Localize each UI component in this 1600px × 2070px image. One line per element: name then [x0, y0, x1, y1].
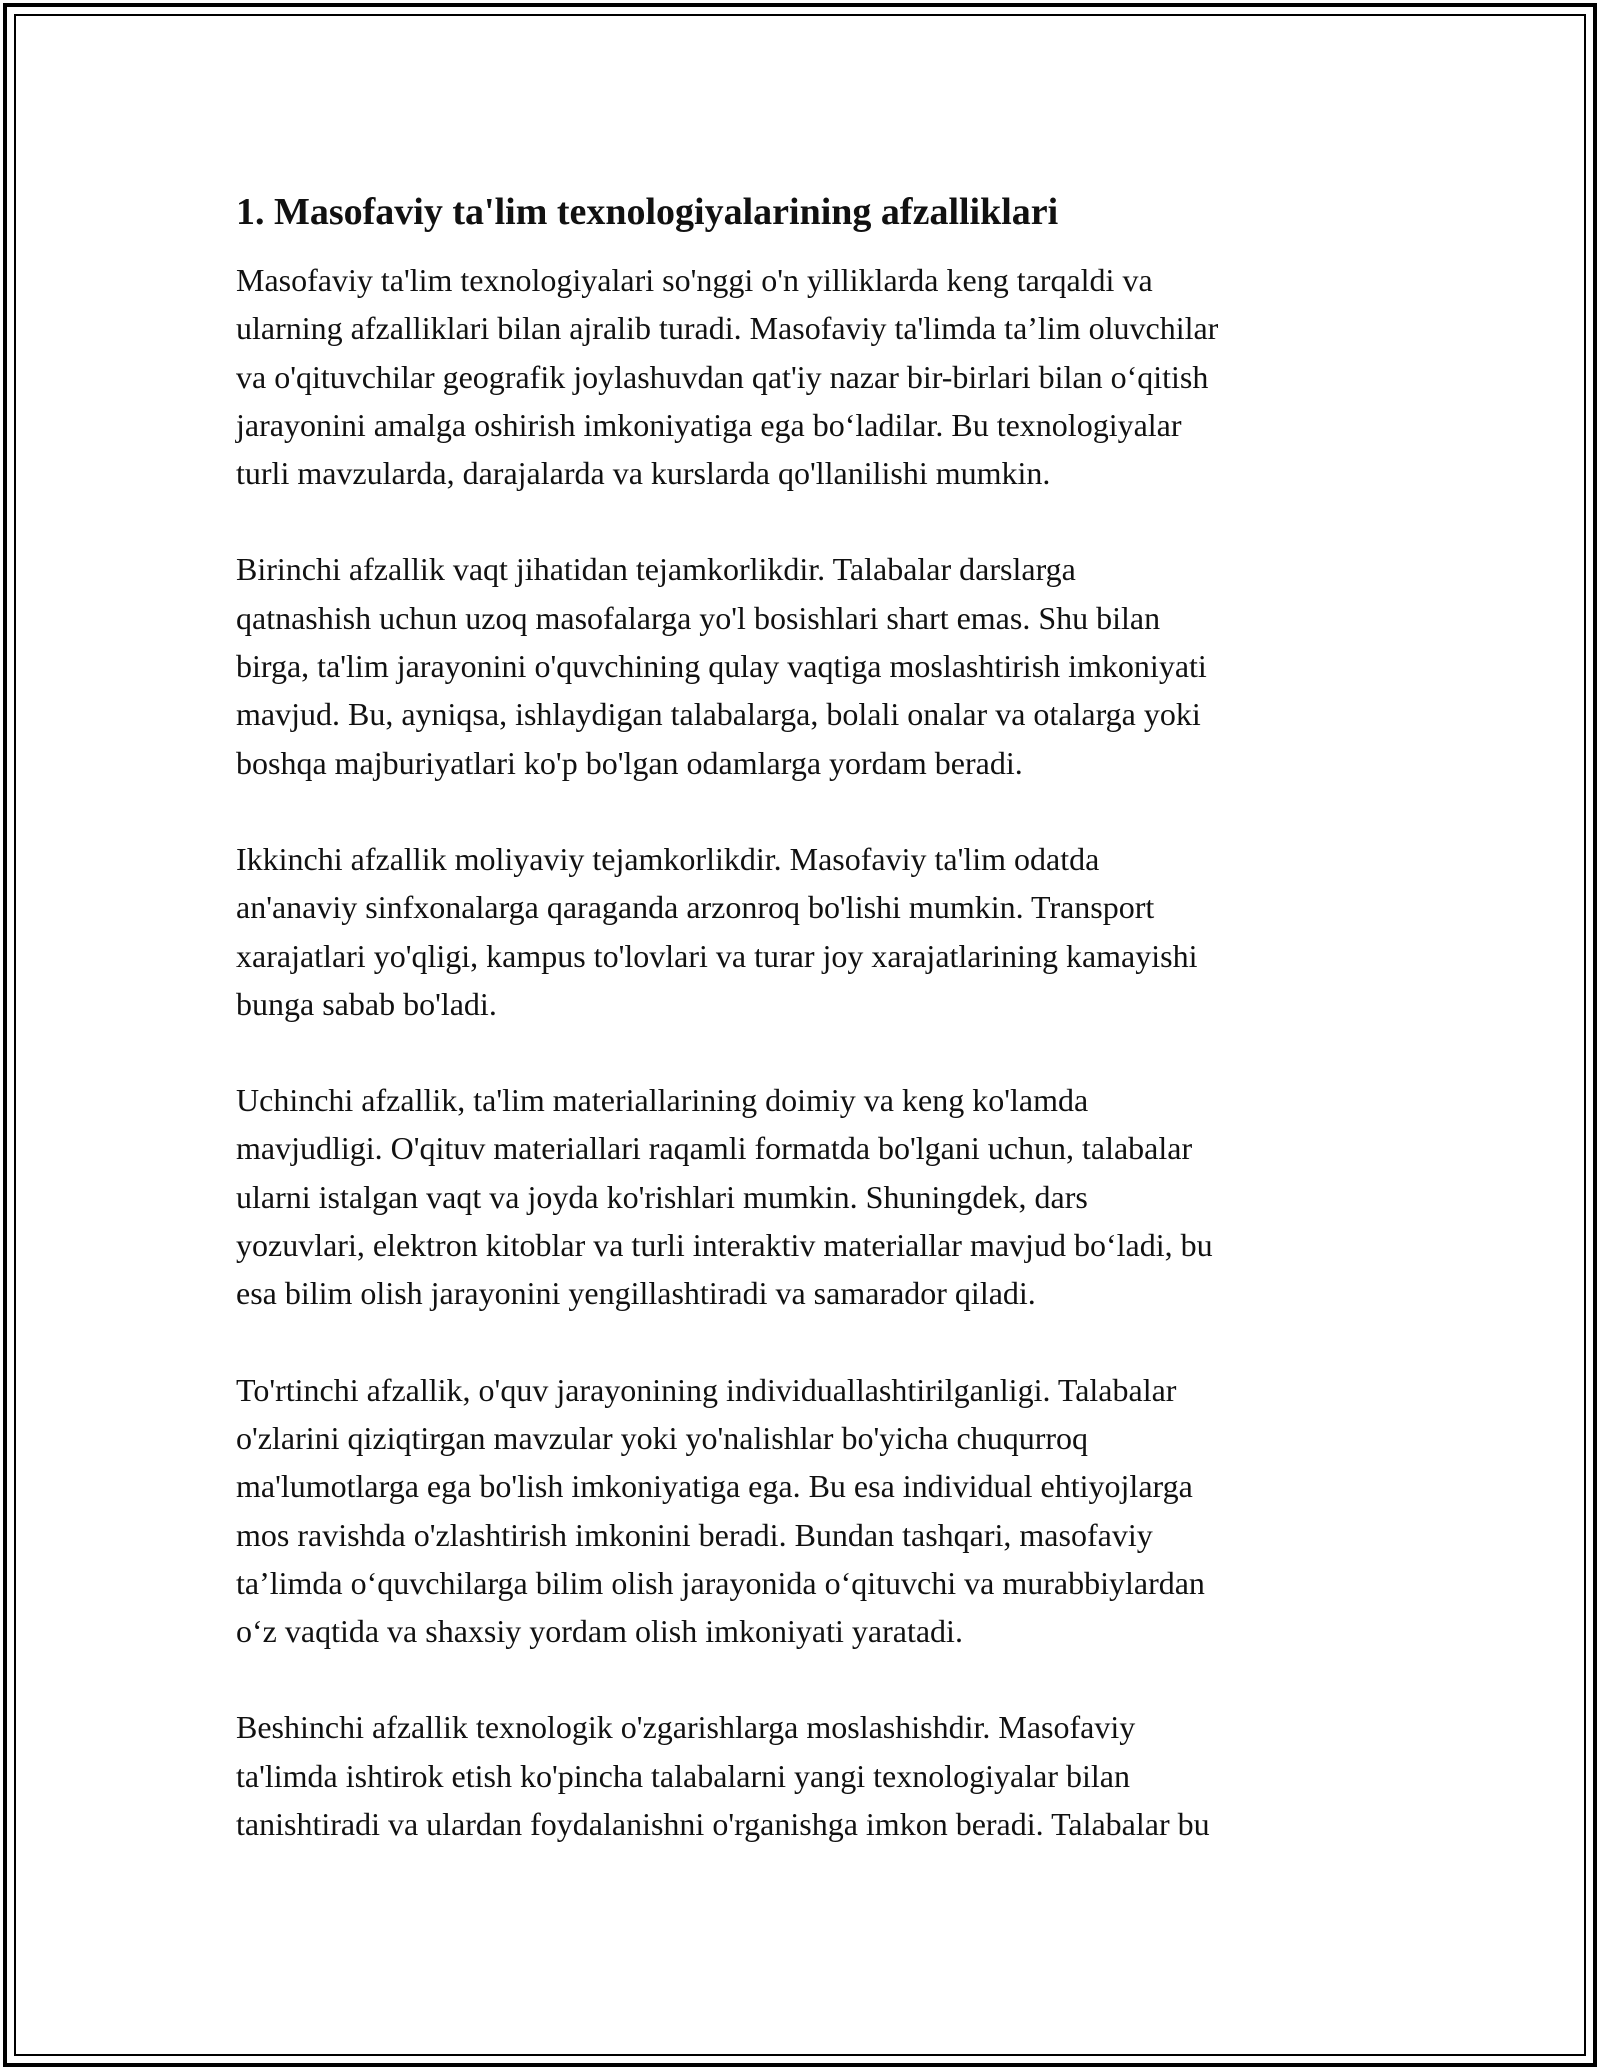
- paragraph-fourth-advantage: To'rtinchi afzallik, o'quv jarayonining individuallashtirilganligi. Talabalar o'zlarini qiziqtirgan mavzular yoki yo'nalishlar bo'yicha chuqurroq ma'lumotlarga ega bo'lish imkoniyatiga ega. Bu esa individual ehtiyojlarga mos ravishda o'zlashtirish imkonini beradi. Bundan tashqari, masofaviy ta’limda o‘quvchilarga bilim olish jarayonida o‘qituvchi va murabbiylardan o‘z vaqtida va shaxsiy yordam olish imkoniyati yaratadi.: [236, 1371, 1205, 1650]
- paragraph-first-advantage: Birinchi afzallik vaqt jihatidan tejamkorlikdir. Talabalar darslarga qatnashish uchun uzoq masofalarga yo'l bosishlari shart emas. Shu bilan birga, ta'lim jarayonini o'quvchining qulay vaqtiga moslashtirish imkoniyati mavjud. Bu, ayniqsa, ishlaydigan talabalarga, bolali onalar va otalarga yoki boshqa majburiyatlari ko'p bo'lgan odamlarga yordam beradi.: [236, 551, 1207, 781]
- paragraph-intro: Masofaviy ta'lim texnologiyalari so'nggi o'n yilliklarda keng tarqaldi va ularning afzalliklari bilan ajralib turadi. Masofaviy ta'limda ta’lim oluvchilar va o'qituvchilar geografik joylashuvdan qat'iy nazar bir-birlari bilan o‘qitish jarayonini amalga oshirish imkoniyatiga ega bo‘ladilar. Bu texnologiyalar turli mavzularda, darajalarda va kurslarda qo'llanilishi mumkin.: [236, 262, 1219, 492]
- paragraph-third-advantage: Uchinchi afzallik, ta'lim materiallarining doimiy va keng ko'lamda mavjudligi. O'qituv materiallari raqamli formatda bo'lgani uchun, talabalar ularni istalgan vaqt va joyda ko'rishlari mumkin. Shuningdek, dars yozuvlari, elektron kitoblar va turli interaktiv materiallar mavjud bo‘ladi, bu esa bilim olish jarayonini yengillashtiradi va samarador qiladi.: [236, 1082, 1213, 1312]
- document-body: [236, 188, 1386, 1896]
- paragraph-second-advantage: Ikkinchi afzallik moliyaviy tejamkorlikdir. Masofaviy ta'lim odatda an'anaviy sinfxonalarga qaraganda arzonroq bo'lishi mumkin. Transport xarajatlari yo'qligi, kampus to'lovlari va turar joy xarajatlarining kamayishi bunga sabab bo'ladi.: [236, 840, 1198, 1022]
- section-heading: 1. Masofaviy ta'lim texnologiyalarining afzalliklari: [236, 191, 1059, 233]
- paragraph-fifth-advantage: Beshinchi afzallik texnologik o'zgarishlarga moslashishdir. Masofaviy ta'limda ishtirok etish ko'pincha talabalarni yangi texnologiyalar bilan tanishtiradi va ulardan foydalanishni o'rganishga imkon beradi. Talabalar bu: [236, 1709, 1210, 1843]
